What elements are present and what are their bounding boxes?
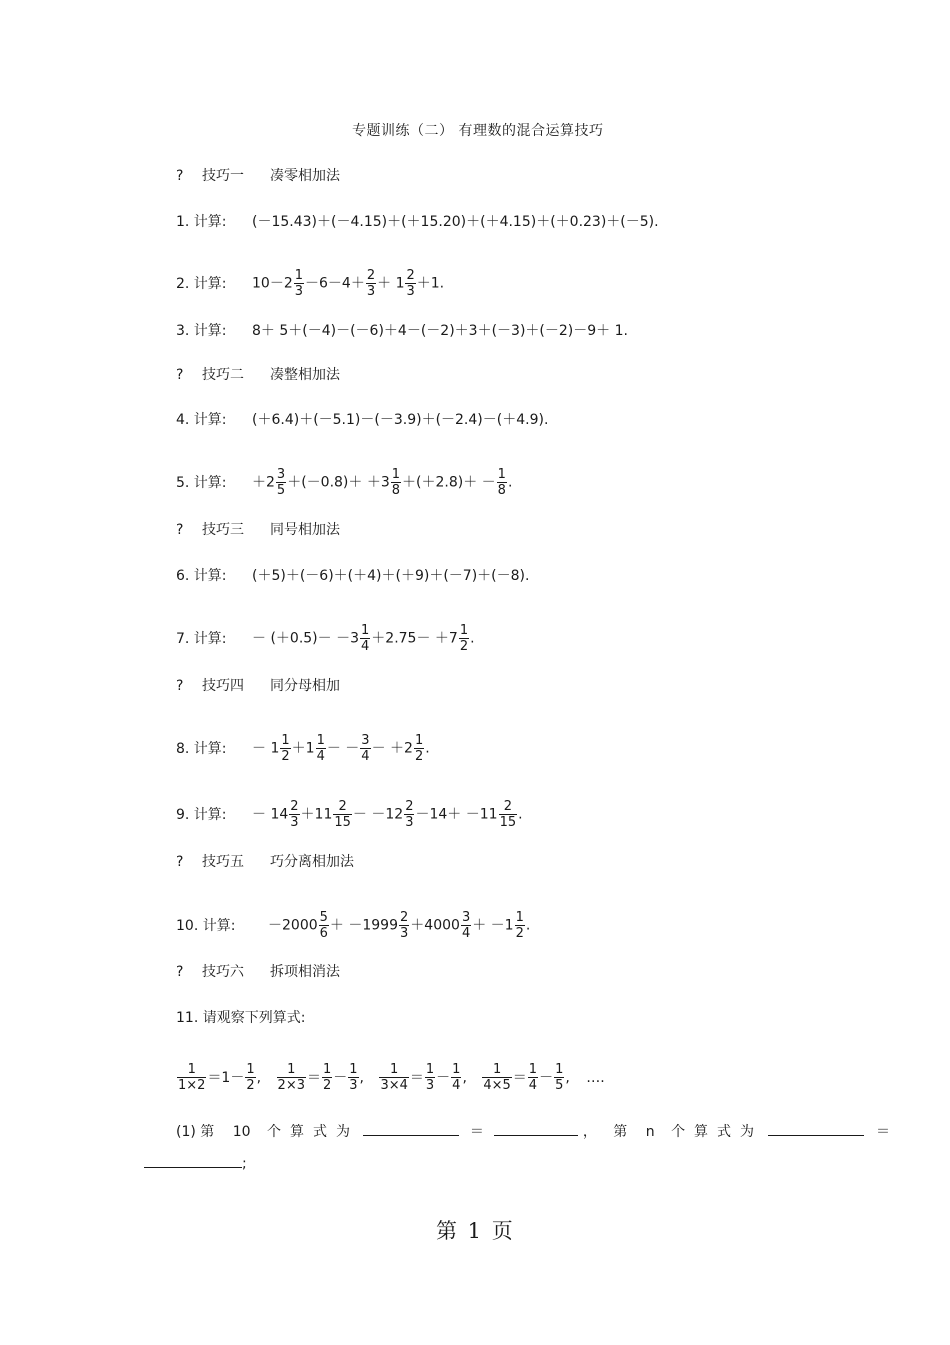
expr-part: － <box>333 1069 348 1086</box>
sub-question-text: (1) 第 <box>176 1124 215 1140</box>
fraction <box>360 733 370 764</box>
fraction <box>276 467 286 498</box>
numerator: 2 <box>503 799 512 814</box>
numerator: 2 <box>338 799 347 814</box>
problem-label: 10. 计算: <box>176 917 236 934</box>
separator: , <box>462 1069 467 1086</box>
question-mark-icon: ? <box>176 854 184 870</box>
numerator: 1 <box>452 1062 461 1077</box>
fraction <box>366 268 376 299</box>
fraction <box>294 268 304 299</box>
problem-label: 7. 计算: <box>176 630 227 647</box>
numerator: 1 <box>316 733 325 748</box>
numerator: 1 <box>294 268 304 283</box>
expr-part: － －12 <box>352 806 404 823</box>
denominator: 5 <box>555 1078 564 1093</box>
fraction <box>515 910 525 941</box>
fraction <box>528 1062 538 1093</box>
denominator: 2 <box>246 1078 255 1093</box>
fraction <box>482 1062 511 1093</box>
numerator: 1 <box>322 1062 332 1077</box>
numerator: 1 <box>390 1062 399 1077</box>
expr-part: ＋ －1 <box>472 917 514 934</box>
problem-label: 5. 计算: <box>176 474 227 491</box>
section-heading <box>176 365 340 385</box>
expression: (＋5)＋(－6)＋(＋4)＋(＋9)＋(－7)＋(－8). <box>252 568 530 584</box>
expr-part: ＋(－0.8)＋ ＋3 <box>287 474 390 491</box>
problem-label: 9. 计算: <box>176 806 227 823</box>
numerator: 1 <box>528 1062 538 1077</box>
fraction <box>554 1062 564 1093</box>
expression: (－15.43)＋(－4.15)＋(＋15.20)＋(＋4.15)＋(＋0.23)＋(－5). <box>252 214 659 230</box>
fraction <box>379 1062 408 1093</box>
section-name: 技巧五 <box>202 854 244 870</box>
fraction <box>245 1062 255 1093</box>
equation-2 <box>276 1062 364 1093</box>
question-mark-icon: ? <box>176 168 184 184</box>
fraction <box>177 1062 206 1093</box>
problem-1 <box>176 212 659 232</box>
section-heading <box>176 962 340 982</box>
numerator: 1 <box>187 1062 196 1077</box>
fraction <box>280 733 290 764</box>
denominator: 8 <box>497 483 506 498</box>
expr-part: －14＋ －11 <box>415 806 498 823</box>
denominator: 15 <box>499 815 517 830</box>
expr-part: ＝ <box>306 1069 321 1086</box>
answer-blank[interactable] <box>494 1121 578 1136</box>
denominator: 4 <box>528 1078 538 1093</box>
numerator: 1 <box>459 623 469 638</box>
fraction <box>405 268 415 299</box>
expr-part: － <box>436 1069 451 1086</box>
sub-question-variable: n <box>645 1124 655 1140</box>
comma: ， <box>582 1124 597 1140</box>
problem-4 <box>176 410 548 430</box>
denominator: 2 <box>322 1078 332 1093</box>
fraction <box>360 623 370 654</box>
fraction <box>499 799 518 830</box>
fraction <box>277 1062 306 1093</box>
section-desc: 同号相加法 <box>270 522 340 538</box>
denominator: 2 <box>515 926 524 941</box>
denominator: 4×5 <box>483 1078 511 1093</box>
numerator: 3 <box>361 733 370 748</box>
fraction <box>425 1062 435 1093</box>
denominator: 4 <box>361 639 370 654</box>
question-mark-icon: ? <box>176 964 184 980</box>
denominator: 3 <box>294 284 304 299</box>
denominator: 3 <box>405 815 414 830</box>
fraction <box>391 467 401 498</box>
sub-question-number: 10 <box>232 1124 251 1140</box>
fraction <box>404 799 414 830</box>
numerator: 1 <box>515 910 524 925</box>
equation-row <box>176 1062 605 1093</box>
problem-label: 11. 请观察下列算式: <box>176 1010 306 1026</box>
denominator: 15 <box>334 815 351 830</box>
expr-part: －6－4＋ <box>305 275 365 292</box>
expr-part: . <box>518 806 523 823</box>
expr-part: － 14 <box>252 806 289 823</box>
page-footer: 第 1 页 <box>436 1219 515 1243</box>
denominator: 8 <box>391 483 401 498</box>
denominator: 3×4 <box>380 1078 408 1093</box>
numerator: 1 <box>287 1062 296 1077</box>
section-desc: 巧分离相加法 <box>270 854 354 870</box>
section-name: 技巧一 <box>202 168 244 184</box>
numerator: 1 <box>492 1062 502 1077</box>
problem-label: 6. 计算: <box>176 568 227 584</box>
expr-part: ＋1. <box>416 275 445 292</box>
problem-2 <box>176 268 444 299</box>
numerator: 2 <box>290 799 299 814</box>
expr-part: ＋(＋2.8)＋ － <box>402 474 496 491</box>
equation-3 <box>378 1062 467 1093</box>
equals-sign: ＝ <box>875 1124 890 1140</box>
equation-4 <box>481 1062 570 1093</box>
denominator: 4 <box>452 1078 461 1093</box>
problem-3 <box>176 321 628 341</box>
expr-part: . <box>507 474 513 491</box>
ellipsis: …. <box>586 1069 605 1086</box>
fraction <box>319 910 329 941</box>
denominator: 4 <box>316 749 325 764</box>
answer-blank[interactable] <box>363 1121 459 1136</box>
fraction <box>333 799 352 830</box>
expr-part: ＋11 <box>300 806 333 823</box>
denominator: 2 <box>414 749 424 764</box>
fraction <box>322 1062 332 1093</box>
denominator: 3 <box>290 815 299 830</box>
section-name: 技巧六 <box>202 964 244 980</box>
numerator: 1 <box>281 733 290 748</box>
section-desc: 同分母相加 <box>270 678 340 694</box>
denominator: 4 <box>461 926 471 941</box>
expr-part: ＝ <box>512 1069 527 1086</box>
sub-question-text: 个算式为 <box>267 1124 360 1140</box>
denominator: 2 <box>459 639 469 654</box>
section-heading <box>176 520 340 540</box>
numerator: 2 <box>406 268 415 283</box>
numerator: 2 <box>366 268 376 283</box>
section-name: 技巧三 <box>202 522 244 538</box>
section-heading <box>176 852 354 872</box>
fraction <box>348 1062 358 1093</box>
numerator: 2 <box>400 910 409 925</box>
problem-label: 8. 计算: <box>176 740 227 757</box>
numerator: 3 <box>461 910 471 925</box>
problem-5 <box>176 467 512 498</box>
numerator: 1 <box>349 1062 358 1077</box>
numerator: 1 <box>555 1062 564 1077</box>
expr-part: ＋2 <box>252 474 275 491</box>
denominator: 2 <box>281 749 290 764</box>
numerator: 1 <box>497 467 506 482</box>
fraction <box>399 910 409 941</box>
equals-sign: ＝ <box>469 1124 484 1140</box>
section-name: 技巧四 <box>202 678 244 694</box>
expr-part: － 1 <box>252 740 280 757</box>
problem-8 <box>176 733 430 764</box>
fraction <box>497 467 507 498</box>
question-mark-icon: ? <box>176 367 184 383</box>
expr-part: . <box>425 740 430 757</box>
problem-6 <box>176 566 529 586</box>
denominator: 1×2 <box>178 1078 206 1093</box>
equation-1 <box>176 1062 262 1093</box>
section-desc: 拆项相消法 <box>270 964 340 980</box>
page-title: 专题训练（二） 有理数的混合运算技巧 <box>352 123 604 139</box>
section-heading <box>176 166 340 186</box>
section-name: 技巧二 <box>202 367 244 383</box>
numerator: 1 <box>425 1062 435 1077</box>
section-heading <box>176 676 340 696</box>
numerator: 1 <box>361 623 370 638</box>
answer-blank[interactable] <box>768 1121 864 1136</box>
problem-7 <box>176 623 475 654</box>
sub-question-1 <box>176 1121 890 1142</box>
denominator: 4 <box>361 749 370 764</box>
semicolon: ; <box>242 1156 247 1172</box>
fraction <box>316 733 326 764</box>
expression: 8＋ 5＋(－4)－(－6)＋4－(－2)＋3＋(－3)＋(－2)－9＋ 1. <box>252 323 628 339</box>
denominator: 3 <box>406 284 415 299</box>
expr-part: － － <box>326 740 360 757</box>
expr-part: － ＋2 <box>371 740 413 757</box>
numerator: 1 <box>414 733 424 748</box>
expr-part: ＋2.75－ ＋7 <box>371 630 458 647</box>
problem-label: 1. 计算: <box>176 214 227 230</box>
expr-part: － (＋0.5)－ －3 <box>252 630 359 647</box>
expr-part: ＋1 <box>291 740 315 757</box>
numerator: 5 <box>319 910 328 925</box>
sub-question-text: 个算式为 <box>671 1124 764 1140</box>
problem-10 <box>176 910 530 941</box>
sub-question-text: 第 <box>613 1124 628 1140</box>
section-desc: 凑零相加法 <box>270 168 340 184</box>
fraction <box>451 1062 461 1093</box>
numerator: 3 <box>276 467 286 482</box>
expr-part: 10－2 <box>252 275 293 292</box>
expr-part: －2000 <box>268 917 318 934</box>
fraction <box>414 733 424 764</box>
denominator: 2×3 <box>277 1078 305 1093</box>
separator: , <box>256 1069 262 1086</box>
expr-part: ＝1－ <box>207 1069 245 1086</box>
fraction <box>289 799 299 830</box>
separator: , <box>565 1069 570 1086</box>
section-desc: 凑整相加法 <box>270 367 340 383</box>
separator: , <box>359 1069 364 1086</box>
problem-9 <box>176 799 523 830</box>
numerator: 1 <box>391 467 401 482</box>
denominator: 3 <box>400 926 409 941</box>
problem-label: 4. 计算: <box>176 412 227 428</box>
fraction <box>461 910 471 941</box>
expr-part: . <box>525 917 531 934</box>
denominator: 3 <box>349 1078 358 1093</box>
problem-label: 2. 计算: <box>176 275 227 292</box>
expr-part: ＝ <box>409 1069 424 1086</box>
expr-part: － <box>539 1069 554 1086</box>
denominator: 5 <box>276 483 286 498</box>
expr-part: ＋ 1 <box>377 275 405 292</box>
expr-part: ＋ －1999 <box>329 917 399 934</box>
denominator: 3 <box>425 1078 435 1093</box>
expression: (＋6.4)＋(－5.1)－(－3.9)＋(－2.4)－(＋4.9). <box>252 412 549 428</box>
denominator: 3 <box>366 284 376 299</box>
question-mark-icon: ? <box>176 522 184 538</box>
expr-part: . <box>470 630 475 647</box>
fraction <box>459 623 469 654</box>
denominator: 6 <box>319 926 328 941</box>
problem-label: 3. 计算: <box>176 323 227 339</box>
sub-question-1-continued <box>144 1153 247 1174</box>
question-mark-icon: ? <box>176 678 184 694</box>
answer-blank[interactable] <box>144 1153 242 1168</box>
numerator: 1 <box>246 1062 255 1077</box>
problem-11 <box>176 1008 305 1028</box>
numerator: 2 <box>405 799 414 814</box>
expr-part: ＋4000 <box>410 917 460 934</box>
